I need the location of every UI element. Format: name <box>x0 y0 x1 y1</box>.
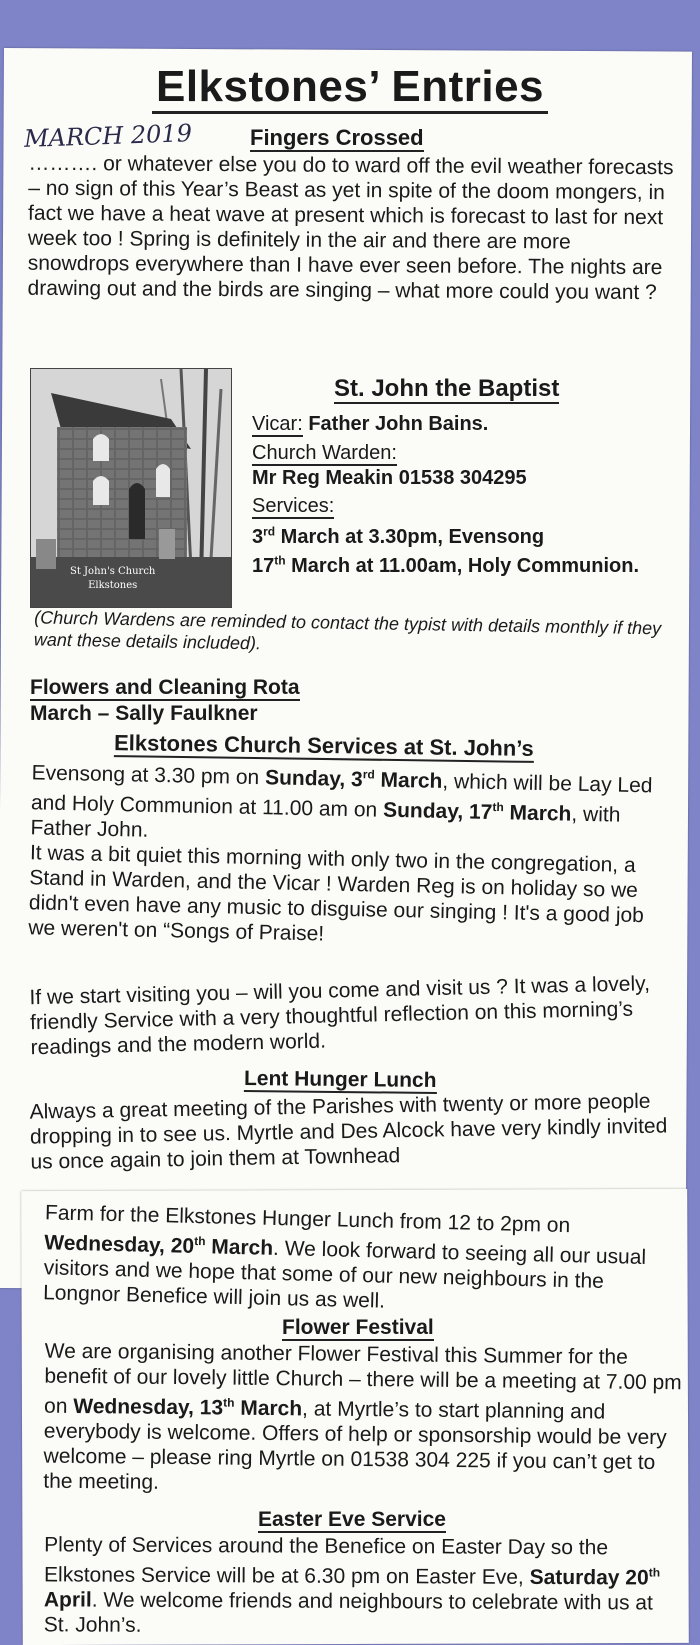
flower-festival-heading: Flower Festival <box>282 1316 434 1341</box>
church-details <box>252 412 672 582</box>
fingers-crossed-text: ………. or whatever else you do to ward off the evil weather forecasts – no sign of this Year’s Beast as yet in spite of the doom mongers, in fact we have a heat wave at present which is forecast to last for next week too ! Spring is definitely in the air and there are more snowdrops everywhere than I have ever seen before. The nights are drawing out and the birds are singing – what more could you want ? <box>27 151 674 305</box>
easter-eve-heading: Easter Eve Service <box>258 1508 446 1533</box>
church-photo-caption: St John's Church Elkstones <box>70 566 156 591</box>
vicar-name: Father John Bains. <box>308 413 489 435</box>
church-heading: St. John the Baptist <box>334 376 559 404</box>
services-text <box>28 755 672 953</box>
warden-value: Mr Reg Meakin 01538 304295 <box>252 467 527 489</box>
service-holy-communion: 17th March at 11.00am, Holy Communion. <box>252 553 640 578</box>
easter-eve-text: Plenty of Services around the Benefice on Easter Day so the Elkstones Service will be at 6.30 pm on Easter Eve, Saturday 20th April. We welcome friends and neighbours to celebrate with us at St. John’s. <box>43 1533 661 1637</box>
handwritten-date-note: MARCH 2019 <box>23 119 193 153</box>
lent-lunch-continued-text: Farm for the Elkstones Hunger Lunch from 12 to 2pm on Wednesday, 20th March. We look forward to seeing all our usual visitors and we hope that some of our new neighbours in the Longnor Benefice will join us as well. <box>42 1201 647 1313</box>
newsletter-title: Elkstones’ Entries <box>0 62 700 112</box>
warden-row <box>252 441 672 490</box>
lent-lunch-text: Always a great meeting of the Parishes with twenty or more people dropping in to see us. Myrtle and Des Alcock have very kindly invited us once again to join them at Townhead <box>29 1089 668 1174</box>
visit-paragraph: If we start visiting you – will you come and visit us ? It was a lovely, friendly Service with a very thoughtful reflection on this morning’s readings and the modern world. <box>29 972 651 1060</box>
services-paragraph-2: It was a bit quiet this morning with only two in the congregation, a Stand in Warden, and the Vicar ! Warden Reg is on holiday so we didn't even have any music to disguise our singing ! It's a good job we weren't on “Songs of Praise! <box>28 841 645 946</box>
vicar-label: Vicar: <box>252 413 303 435</box>
flower-festival-text: We are organising another Flower Festival this Summer for the benefit of our lovely little Church – there will be a meeting at 7.00 pm on Wednesday, 13th March, at Myrtle’s to start planning and everybody is welcome. Offers of help or sponsorship would be very welcome – please ring Myrtle on 01538 304 225 if you can’t get to the meeting. <box>43 1339 682 1494</box>
services-paragraph-1: Evensong at 3.30 pm on Sunday, 3rd March, which will be Lay Led and Holy Communion at 11.00 am on Sunday, 17th March, with Father John. <box>30 761 653 842</box>
rota-heading: Flowers and Cleaning Rota <box>30 676 300 701</box>
service-evensong: 3rd March at 3.30pm, Evensong <box>252 524 545 548</box>
services-heading: Elkstones Church Services at St. John’s <box>114 731 534 763</box>
rota-entry: March – Sally Faulkner <box>30 702 258 725</box>
vicar-row <box>252 412 672 437</box>
warden-label: Church Warden: <box>252 442 397 464</box>
services-label: Services: <box>252 495 335 517</box>
wardens-reminder-note: (Church Wardens are reminded to contact the typist with details monthly if they want these details included). <box>33 607 662 654</box>
lent-lunch-heading: Lent Hunger Lunch <box>244 1067 437 1094</box>
services-row <box>252 494 672 578</box>
fingers-crossed-heading: Fingers Crossed <box>250 126 424 152</box>
